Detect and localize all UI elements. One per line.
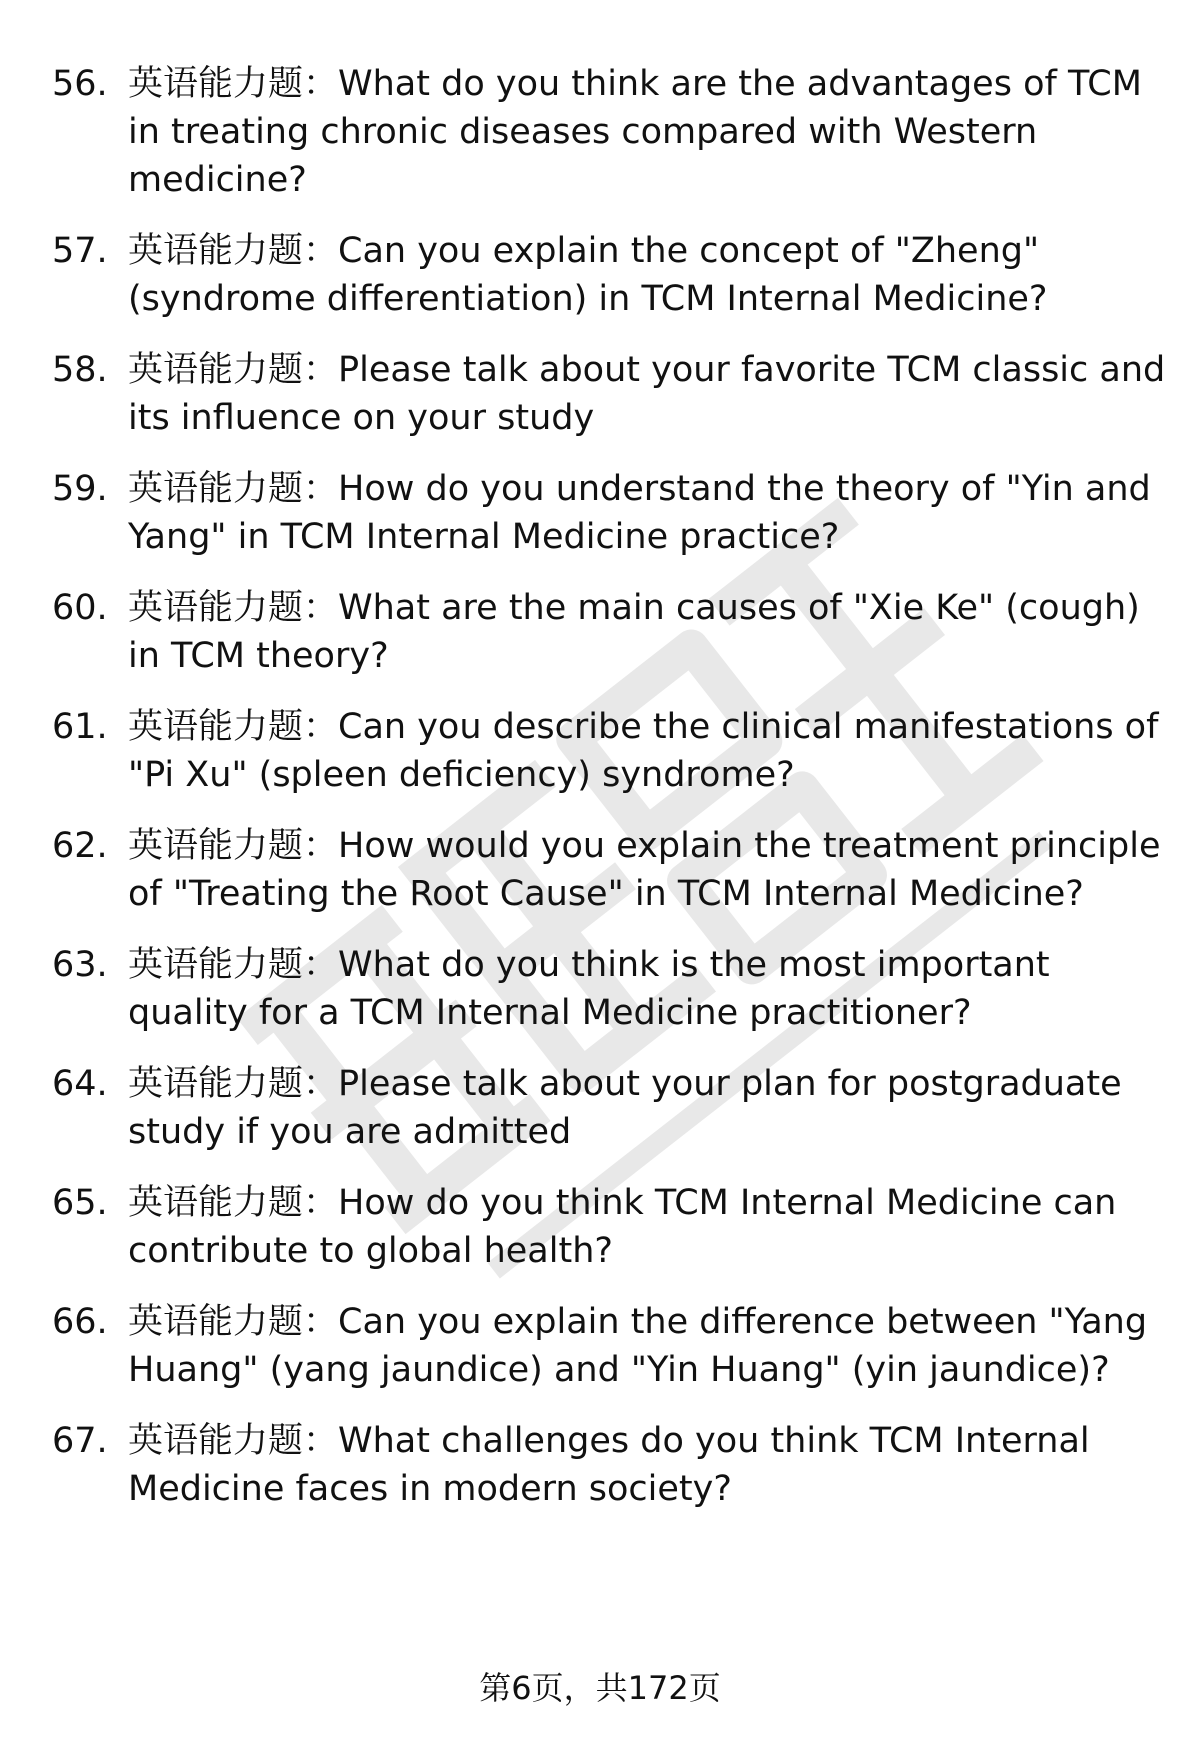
- question-item: [0, 1060, 1200, 1156]
- question-list: [0, 60, 1200, 1536]
- question-category: 英语能力题：: [128, 64, 339, 104]
- question-number: 58.: [52, 350, 108, 390]
- question-number: 61.: [52, 707, 108, 747]
- question-category: 英语能力题：: [128, 707, 339, 747]
- question-category: 英语能力题：: [128, 469, 339, 509]
- question-text: How do you understand the theory of "Yin and Yang" in TCM Internal Medicine practice?: [128, 469, 1151, 557]
- question-category: 英语能力题：: [128, 231, 339, 271]
- question-item: [0, 703, 1200, 799]
- question-number: 67.: [52, 1421, 108, 1461]
- question-category: 英语能力题：: [128, 826, 339, 866]
- question-text: Can you describe the clinical manifestations of "Pi Xu" (spleen deficiency) syndrome?: [128, 707, 1159, 795]
- question-category: 英语能力题：: [128, 588, 339, 628]
- question-item: [0, 227, 1200, 323]
- question-item: [0, 584, 1200, 680]
- question-item: [0, 1417, 1200, 1513]
- question-item: [0, 1179, 1200, 1275]
- question-item: [0, 465, 1200, 561]
- question-number: 59.: [52, 469, 108, 509]
- question-category: 英语能力题：: [128, 945, 339, 985]
- question-text: Please talk about your plan for postgraduate study if you are admitted: [128, 1064, 1122, 1152]
- question-text: Can you explain the concept of "Zheng" (syndrome differentiation) in TCM Internal Medicine?: [128, 231, 1048, 319]
- question-number: 57.: [52, 231, 108, 271]
- question-category: 英语能力题：: [128, 1064, 339, 1104]
- question-item: [0, 1298, 1200, 1394]
- question-text: Please talk about your favorite TCM classic and its influence on your study: [128, 350, 1166, 438]
- question-text: Can you explain the difference between "Yang Huang" (yang jaundice) and "Yin Huang" (yin jaundice)?: [128, 1302, 1148, 1390]
- question-text: What challenges do you think TCM Internal Medicine faces in modern society?: [128, 1421, 1090, 1509]
- question-number: 65.: [52, 1183, 108, 1223]
- question-item: [0, 941, 1200, 1037]
- question-number: 66.: [52, 1302, 108, 1342]
- question-text: What do you think are the advantages of TCM in treating chronic diseases compared with Western medicine?: [128, 64, 1142, 200]
- question-category: 英语能力题：: [128, 350, 339, 390]
- question-text: What are the main causes of "Xie Ke" (cough) in TCM theory?: [128, 588, 1140, 676]
- question-number: 64.: [52, 1064, 108, 1104]
- question-text: What do you think is the most important quality for a TCM Internal Medicine practitioner?: [128, 945, 1050, 1033]
- question-item: [0, 822, 1200, 918]
- question-number: 62.: [52, 826, 108, 866]
- question-number: 56.: [52, 64, 108, 104]
- question-category: 英语能力题：: [128, 1183, 339, 1223]
- question-text: How do you think TCM Internal Medicine can contribute to global health?: [128, 1183, 1117, 1271]
- question-number: 63.: [52, 945, 108, 985]
- question-item: [0, 346, 1200, 442]
- page-number-footer: 第6页，共172页: [479, 1669, 721, 1707]
- question-category: 英语能力题：: [128, 1302, 339, 1342]
- question-text: How would you explain the treatment principle of "Treating the Root Cause" in TCM Internal Medicine?: [128, 826, 1161, 914]
- question-item: [0, 60, 1200, 204]
- question-number: 60.: [52, 588, 108, 628]
- question-category: 英语能力题：: [128, 1421, 339, 1461]
